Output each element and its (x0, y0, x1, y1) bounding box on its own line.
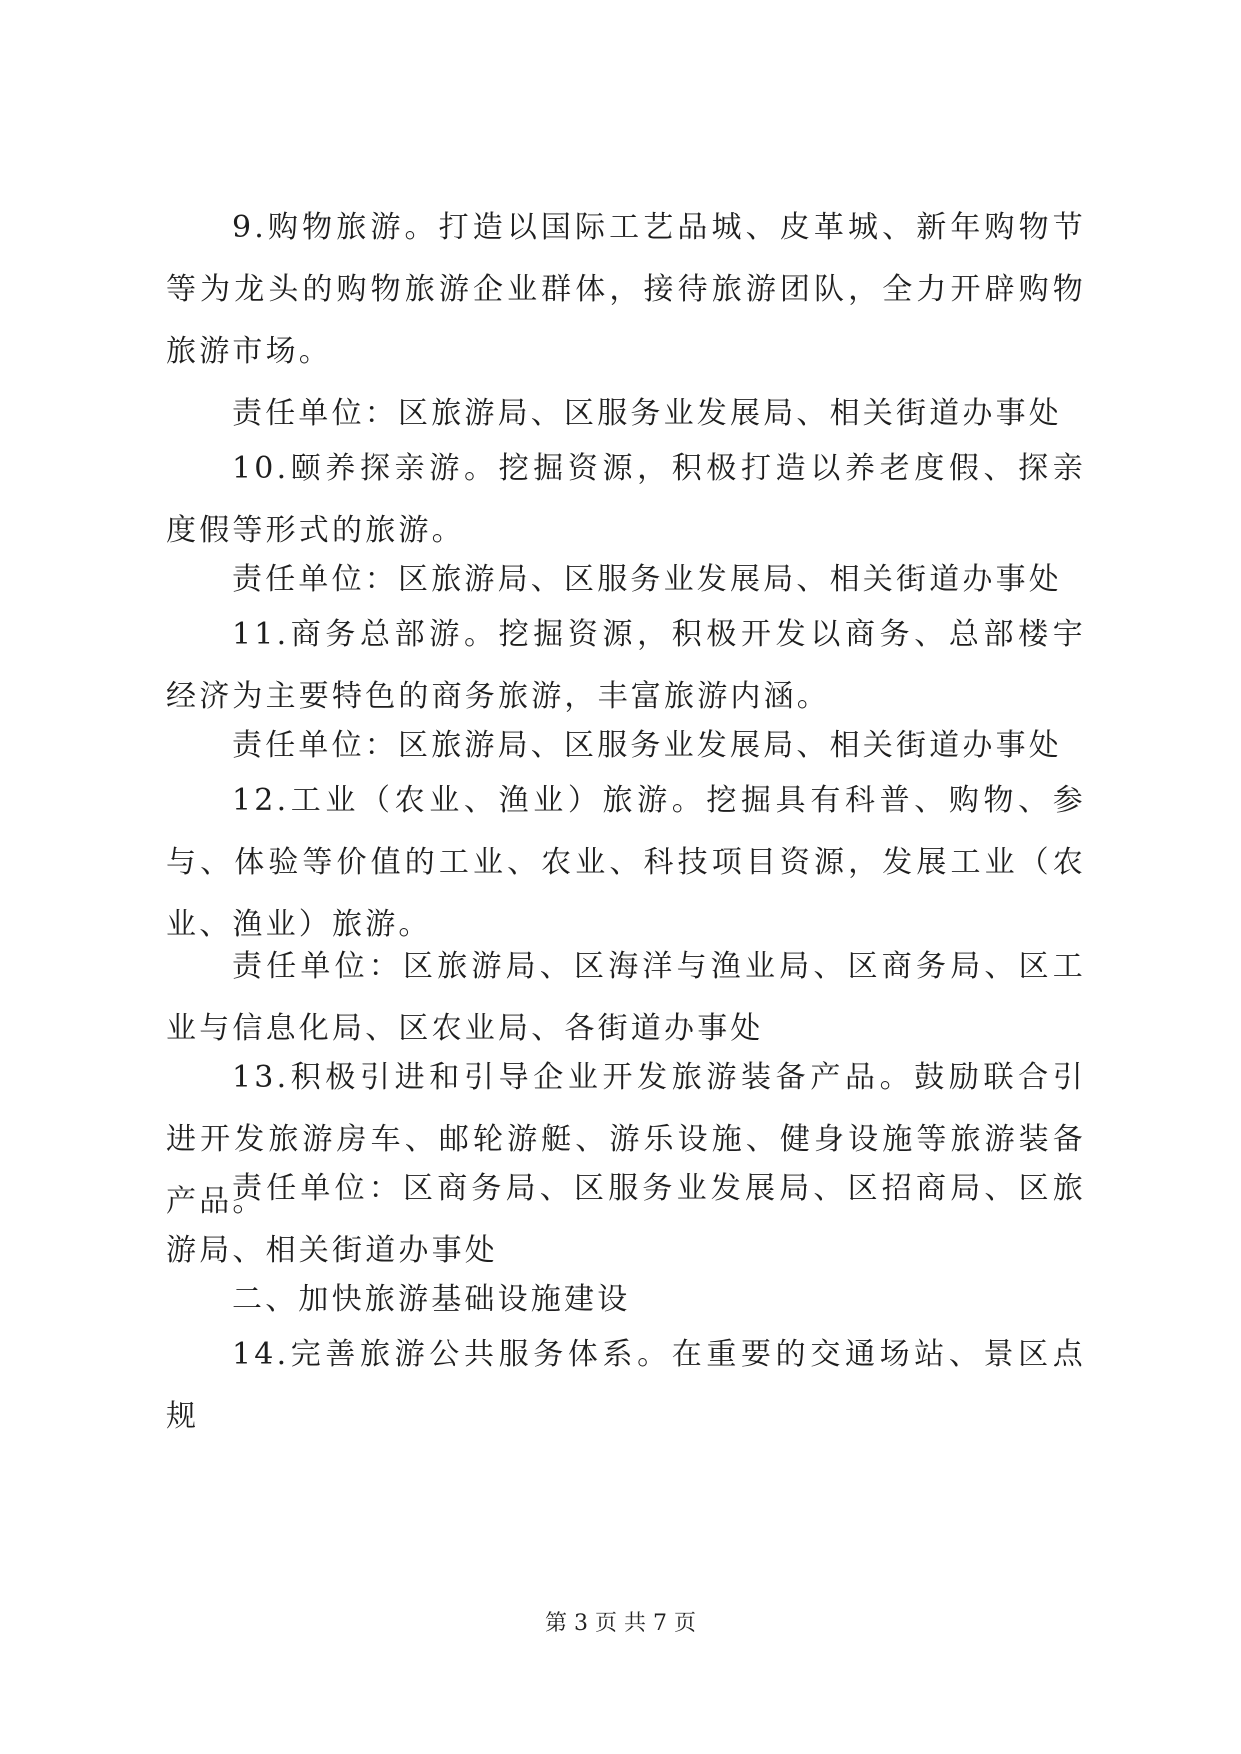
paragraph-business-tourism: 11.商务总部游。挖掘资源，积极开发以商务、总部楼宇经济为主要特色的商务旅游，丰富旅游内涵。 (166, 617, 1086, 714)
paragraph-industrial-tourism: 12.工业（农业、渔业）旅游。挖掘具有科普、购物、参与、体验等价值的工业、农业、科技项目资源，发展工业（农业、渔业）旅游。 (166, 783, 1086, 942)
paragraph-public-service: 14.完善旅游公共服务体系。在重要的交通场站、景区点规 (166, 1337, 1086, 1434)
paragraph-shopping-tourism: 9.购物旅游。打造以国际工艺品城、皮革城、新年购物节等为龙头的购物旅游企业群体，接待旅游团队，全力开辟购物旅游市场。 (166, 210, 1086, 369)
paragraph-responsibility-12: 责任单位：区旅游局、区海洋与渔业局、区商务局、区工业与信息化局、区农业局、各街道办事处 (166, 949, 1086, 1046)
section-heading-infrastructure: 二、加快旅游基础设施建设 (232, 1282, 631, 1317)
paragraph-responsibility-10: 责任单位：区旅游局、区服务业发展局、相关街道办事处 (232, 562, 1062, 597)
paragraph-responsibility-9: 责任单位：区旅游局、区服务业发展局、相关街道办事处 (232, 396, 1062, 431)
paragraph-responsibility-11: 责任单位：区旅游局、区服务业发展局、相关街道办事处 (232, 728, 1062, 763)
page-number-footer: 第 3 页 共 7 页 (545, 1611, 696, 1636)
paragraph-family-visit-tourism: 10.颐养探亲游。挖掘资源，积极打造以养老度假、探亲度假等形式的旅游。 (166, 451, 1086, 548)
paragraph-tourism-equipment: 13.积极引进和引导企业开发旅游装备产品。鼓励联合引进开发旅游房车、邮轮游艇、游乐设施、健身设施等旅游装备产品。 (166, 1060, 1086, 1219)
paragraph-responsibility-13: 责任单位：区商务局、区服务业发展局、区招商局、区旅游局、相关街道办事处 (166, 1171, 1086, 1268)
